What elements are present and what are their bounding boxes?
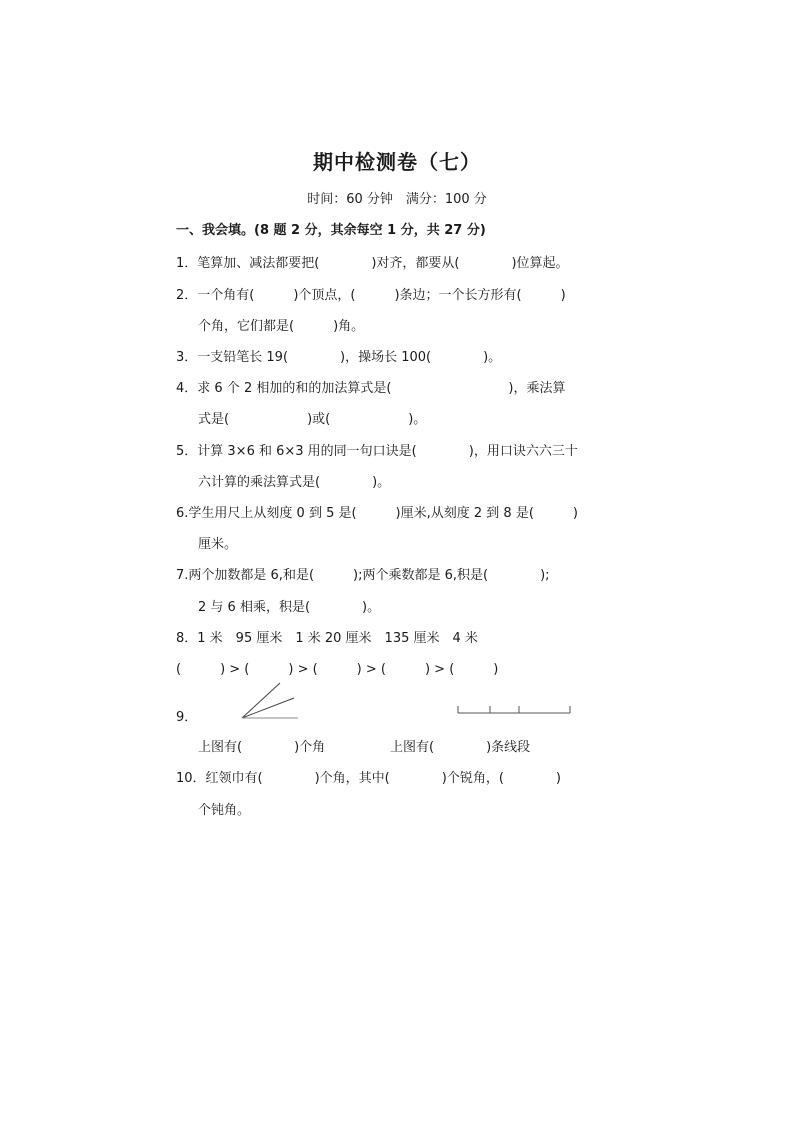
question-6-line-1: 6.学生用尺上从刻度 0 到 5 是( )厘米,从刻度 2 到 8 是( ) xyxy=(176,506,578,521)
exam-info: 时间：60 分钟 满分：100 分 xyxy=(307,192,487,207)
question-2-line-1: 2．一个角有( )个顶点，( )条边；一个长方形有( ) xyxy=(176,288,566,303)
question-4-line-2: 式是( )或( )。 xyxy=(198,412,427,427)
question-8-line-2: ( ) > ( ) > ( ) > ( ) > ( ) xyxy=(176,662,499,677)
question-7-line-1: 7.两个加数都是 6,和是( );两个乘数都是 6,积是( ); xyxy=(176,568,550,583)
question-7-line-2: 2 与 6 相乘，积是( )。 xyxy=(198,600,381,615)
question-5-line-2: 六计算的乘法算式是( )。 xyxy=(198,475,391,490)
question-2-line-2: 个角，它们都是( )角。 xyxy=(198,319,365,334)
question-1: 1．笔算加、减法都要把( )对齐，都要从( )位算起。 xyxy=(176,256,569,271)
question-5-line-1: 5．计算 3×6 和 6×3 用的同一句口诀是( )，用口诀六六三十 xyxy=(176,444,578,459)
question-9-number: 9． xyxy=(176,710,198,725)
page-title: 期中检测卷（七） xyxy=(313,150,481,174)
section-heading: 一、我会填。(8 题 2 分，其余每空 1 分，共 27 分) xyxy=(176,223,486,238)
question-9-angle-answer: 上图有( )个角 xyxy=(198,740,326,755)
line-segments-figure xyxy=(454,702,576,718)
question-9-segment-answer: 上图有( )条线段 xyxy=(390,740,531,755)
question-10-line-1: 10．红领巾有( )个角，其中( )个锐角，( ) xyxy=(176,771,561,786)
angle-figure xyxy=(238,680,302,722)
question-4-line-1: 4．求 6 个 2 相加的和的加法算式是( )，乘法算 xyxy=(176,381,566,396)
question-10-line-2: 个钝角。 xyxy=(198,803,251,818)
question-8-line-1: 8．1 米 95 厘米 1 米 20 厘米 135 厘米 4 米 xyxy=(176,631,478,646)
question-3: 3．一支铅笔长 19( )，操场长 100( )。 xyxy=(176,350,502,365)
question-6-line-2: 厘米。 xyxy=(198,537,238,552)
